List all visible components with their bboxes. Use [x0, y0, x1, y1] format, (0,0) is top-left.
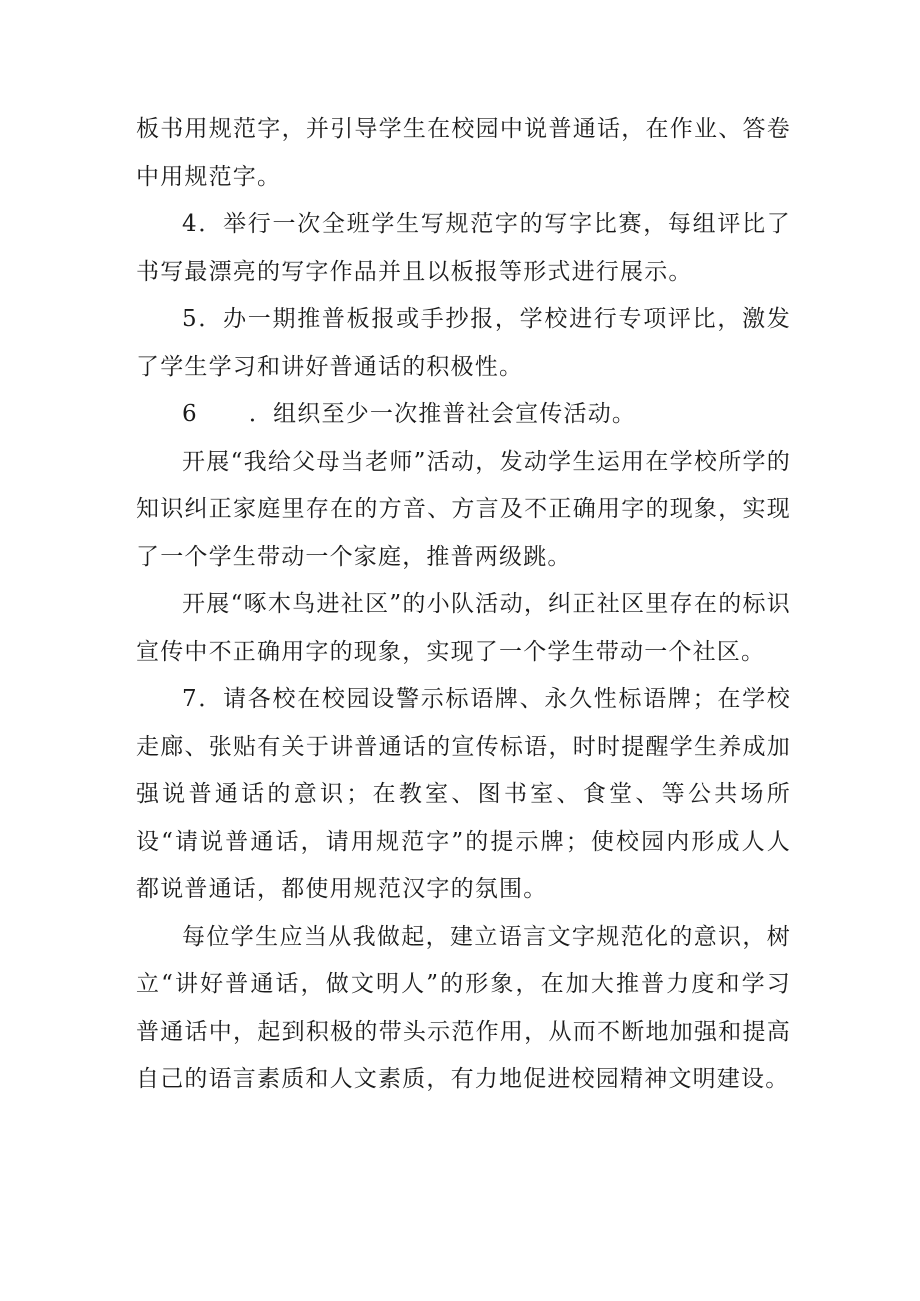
paragraph-conclusion: 每位学生应当从我做起，建立语言文字规范化的意识，树立“讲好普通话，做文明人”的形象，在加大推普力度和学习普通话中，起到积极的带头示范作用，从而不断地加强和提高自己的语言素质和人文素质，有力地促进校园精神文明建设。 — [136, 923, 791, 1092]
paragraph-parents-teacher-activity: 开展“我给父母当老师”活动，发动学生运用在学校所学的知识纠正家庭里存在的方音、方言及不正确用字的现象，实现了一个学生带动一个家庭，推普两级跳。 — [136, 448, 791, 570]
paragraph-item-6: 6 ．组织至少一次推普社会宣传活动。 — [182, 401, 637, 427]
paragraph-item-5: 5．办一期推普板报或手抄报，学校进行专项评比，激发了学生学习和讲好普通话的积极性。 — [136, 306, 791, 380]
paragraph-woodpecker-activity: 开展“啄木鸟进社区”的小队活动，纠正社区里存在的标识宣传中不正确用字的现象，实现了一个学生带动一个社区。 — [136, 591, 791, 665]
document-body — [136, 106, 791, 1104]
paragraph-item-4: 4．举行一次全班学生写规范字的写字比赛，每组评比了书写最漂亮的写字作品并且以板报等形式进行展示。 — [136, 211, 791, 285]
paragraph-item-7: 7．请各校在校园设警示标语牌、永久性标语牌；在学校走廊、张贴有关于讲普通话的宣传标语，时时提醒学生养成加强说普通话的意识；在教室、图书室、食堂、等公共场所设“请说普通话，请用规范字”的提示牌；使校园内形成人人都说普通话，都使用规范汉字的氛围。 — [136, 686, 791, 902]
paragraph-continuation: 板书用规范字，并引导学生在校园中说普通话，在作业、答卷中用规范字。 — [136, 116, 791, 190]
